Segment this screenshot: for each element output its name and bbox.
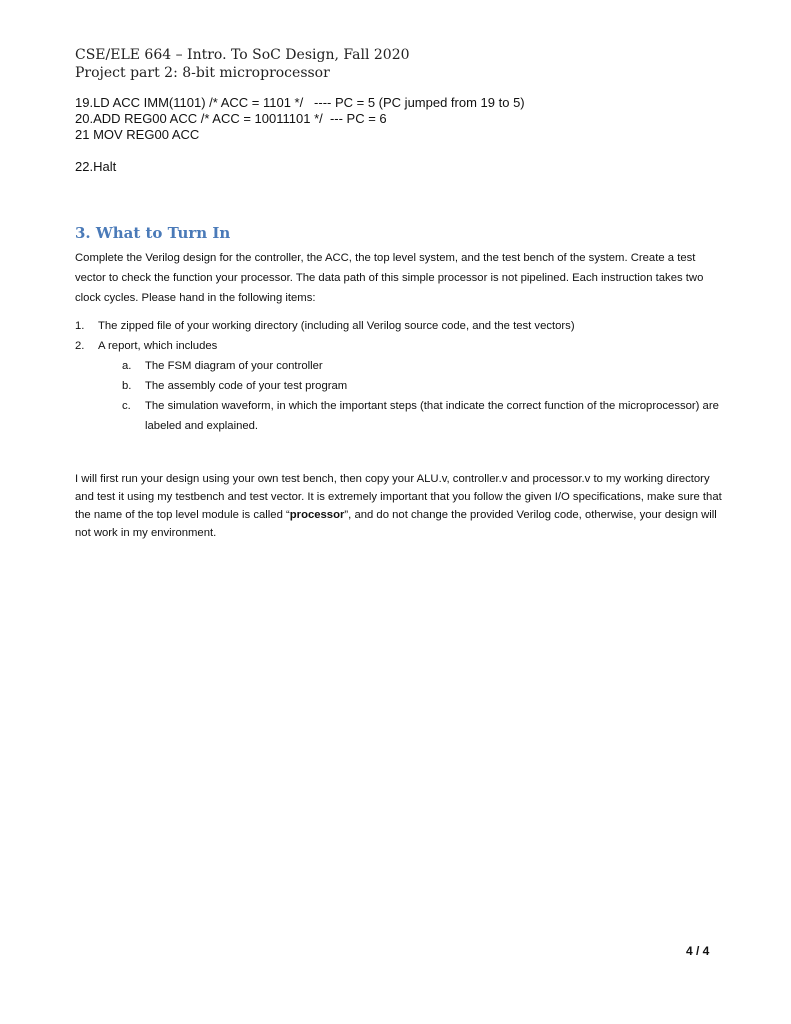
list-text: The assembly code of your test program <box>145 380 348 392</box>
code-line: 21 MOV REG00 ACC <box>75 127 200 142</box>
list-item <box>75 316 725 336</box>
code-line: 19.LD ACC IMM(1101) /* ACC = 1101 */ ---- PC = 5 (PC jumped from 19 to 5) <box>75 95 525 110</box>
project-subtitle: Project part 2: 8-bit microprocessor <box>75 65 330 81</box>
closing-text-end: ”, and do not change the provided Verilog code, otherwise, your design will not work in my environment. <box>75 509 717 539</box>
list-number: 1. <box>75 320 85 332</box>
list-number: 2. <box>75 340 85 352</box>
sub-list-item <box>75 376 725 396</box>
turn-in-section <box>75 224 725 308</box>
sub-list-item <box>75 356 725 376</box>
section-heading: 3. What to Turn In <box>75 224 231 242</box>
turn-in-list <box>75 316 725 436</box>
list-text: The FSM diagram of your controller <box>145 360 323 372</box>
list-letter: a. <box>122 360 132 372</box>
page-header <box>75 46 410 82</box>
code-listing <box>75 95 525 175</box>
page-number: 4 / 4 <box>686 944 710 958</box>
list-text: The zipped file of your working directory (including all Verilog source code, and the test vectors) <box>98 320 575 332</box>
list-letter: b. <box>122 380 132 392</box>
section-intro: Complete the Verilog design for the controller, the ACC, the top level system, and the test bench of the system. Create a test vector to check the function your processor. The data path of this simple processor is not pipelined. Each instruction takes two clock cycles. Please hand in the following items: <box>75 252 704 304</box>
list-text: A report, which includes <box>98 340 218 352</box>
list-letter: c. <box>122 400 131 412</box>
code-line: 22.Halt <box>75 159 117 174</box>
code-line: 20.ADD REG00 ACC /* ACC = 10011101 */ --- PC = 6 <box>75 111 387 126</box>
closing-text: I will first run your design using your own test bench, then copy your ALU.v, controller.v and processor.v to my working directory and test it using my testbench and test vector. It is extremely important that you follow the given I/O specifications, make sure that the name of the top level module is called “ <box>75 473 722 521</box>
sub-list-item <box>75 396 725 436</box>
closing-paragraph <box>75 470 725 542</box>
list-item <box>75 336 725 356</box>
course-title: CSE/ELE 664 – Intro. To SoC Design, Fall 2020 <box>75 47 410 63</box>
module-name: processor <box>289 509 345 521</box>
list-text: The simulation waveform, in which the important steps (that indicate the correct function of the microprocessor) are labeled and explained. <box>145 400 719 432</box>
